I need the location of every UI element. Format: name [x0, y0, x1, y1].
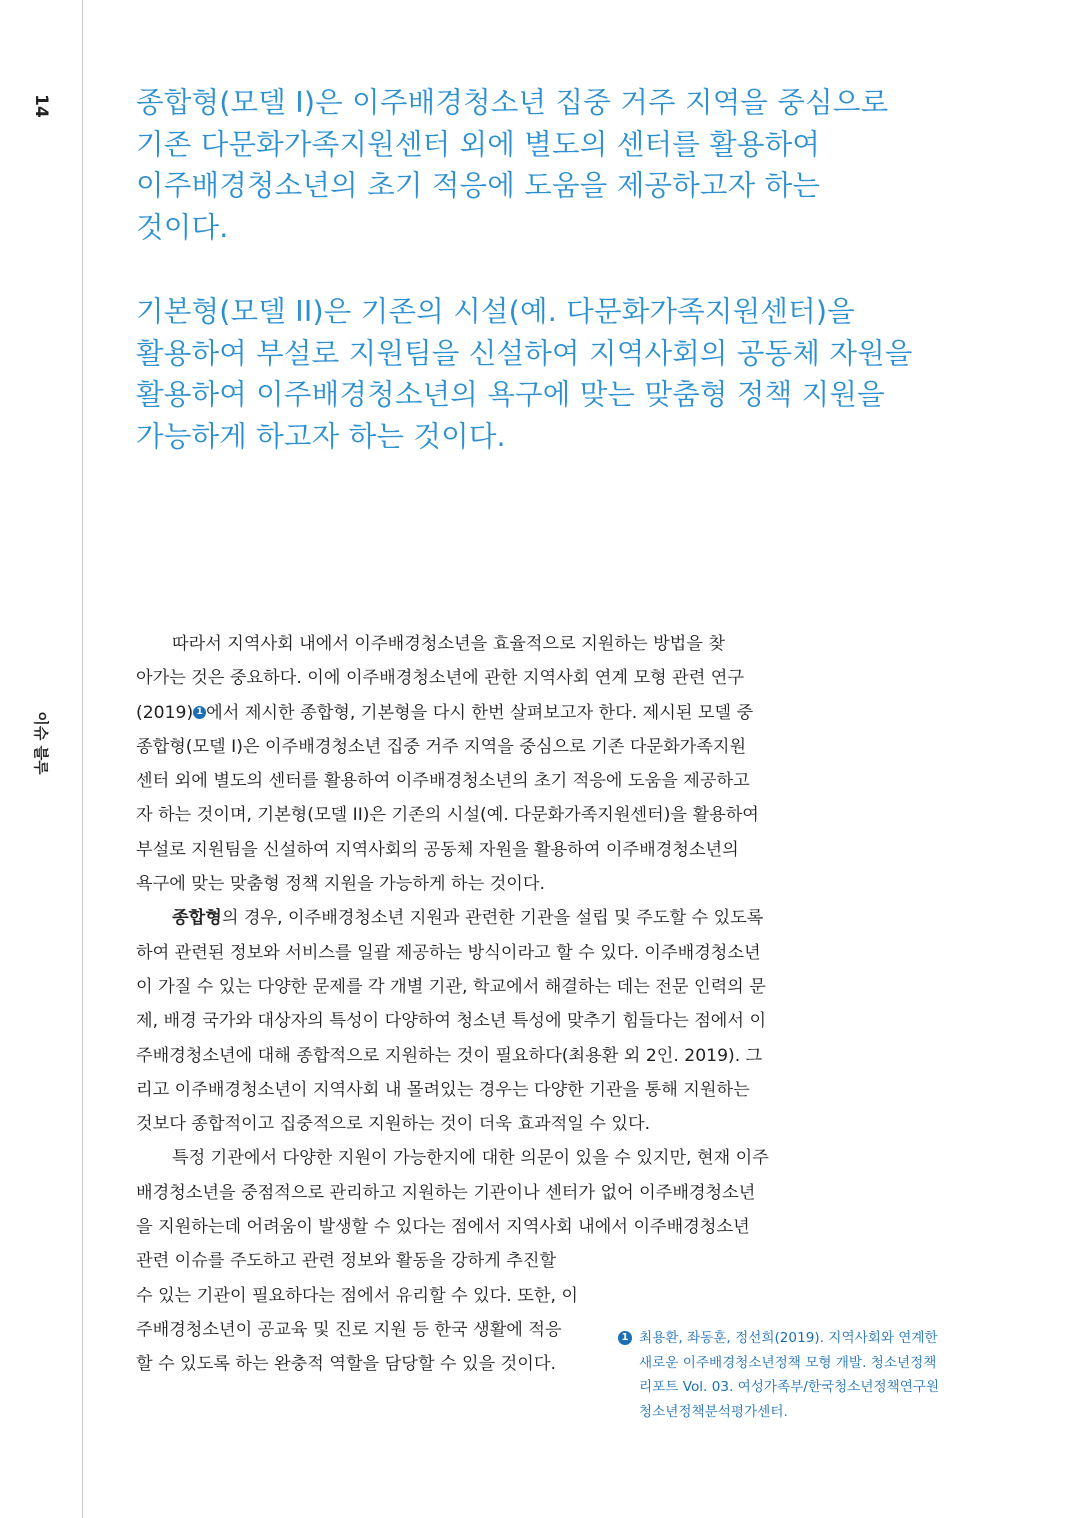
body-line: 따라서 지역사회 내에서 이주배경청소년을 효율적으로 지원하는 방법을 찾 — [172, 634, 725, 654]
pullquote-line: 것이다. — [136, 211, 229, 245]
bold-term: 종합형 — [172, 908, 222, 929]
body-line: 센터 외에 별도의 센터를 활용하여 이주배경청소년의 초기 적응에 도움을 제공하고 — [136, 771, 750, 792]
body-line: 하여 관련된 정보와 서비스를 일괄 제공하는 방식이라고 할 수 있다. 이주배경청소년 — [136, 942, 761, 963]
pullquote-line: 가능하게 하고자 하는 것이다. — [136, 420, 506, 454]
body-line: 관련 이슈를 주도하고 관련 정보와 활동을 강하게 추진할 — [136, 1251, 557, 1272]
citation-year: (2019) — [136, 702, 194, 723]
page-number: 14 — [31, 94, 51, 118]
body-line: 것보다 종합적이고 집중적으로 지원하는 것이 더욱 효과적일 수 있다. — [136, 1114, 651, 1135]
body-line: 수 있는 기관이 필요하다는 점에서 유리할 수 있다. 또한, 이 — [136, 1285, 578, 1306]
body-line: 아가는 것은 중요하다. 이에 이주배경청소년에 관한 지역사회 연계 모형 관련 연구 — [136, 668, 745, 689]
pullquote-line: 기존 다문화가족지원센터 외에 별도의 센터를 활용하여 — [136, 127, 821, 161]
pullquote-line: 이주배경청소년의 초기 적응에 도움을 제공하고자 하는 — [136, 169, 821, 203]
section-label: 이슈 블루 — [32, 711, 50, 775]
footnote-line: 청소년정책분석평가센터. — [639, 1403, 788, 1420]
footnote-line: 새로운 이주배경청소년정책 모형 개발. 청소년정책 — [639, 1354, 937, 1371]
footnote-reference[interactable]: 1 — [193, 706, 206, 719]
footnote — [618, 1326, 948, 1424]
pullquote-model-1 — [136, 82, 1016, 249]
pullquote-model-2 — [136, 291, 1016, 458]
pullquote-line: 활용하여 이주배경청소년의 욕구에 맞는 맞춤형 정책 지원을 — [136, 378, 885, 412]
body-line: 주배경청소년이 공교육 및 진로 지원 등 한국 생활에 적응 — [136, 1319, 562, 1340]
body-line: 주배경청소년에 대해 종합적으로 지원하는 것이 필요하다(최용환 외 2인. 2019). 그 — [136, 1045, 763, 1066]
footnote-line: 리포트 Vol. 03. 여성가족부/한국청소년정책연구원 — [639, 1379, 940, 1396]
footnote-marker: 1 — [618, 1331, 632, 1345]
pullquote-line: 기본형(모델 II)은 기존의 시설(예. 다문화가족지원센터)을 — [136, 295, 855, 328]
footnote-line: 최용환, 좌동훈, 정선희(2019). 지역사회와 연계한 — [639, 1330, 938, 1346]
body-text — [136, 627, 781, 1382]
body-line: 배경청소년을 중점적으로 관리하고 지원하는 기관이나 센터가 없어 이주배경청소년 — [136, 1182, 756, 1203]
body-line: 리고 이주배경청소년이 지역사회 내 몰려있는 경우는 다양한 기관을 통해 지원하는 — [136, 1079, 750, 1100]
body-line: 이 가질 수 있는 다양한 문제를 각 개별 기관, 학교에서 해결하는 데는 전문 인력의 문 — [136, 976, 766, 997]
body-line: 할 수 있도록 하는 완충적 역할을 담당할 수 있을 것이다. — [136, 1354, 556, 1375]
pullquote-line: 종합형(모델 I)은 이주배경청소년 집중 거주 지역을 중심으로 — [136, 86, 889, 119]
body-line-text: 에서 제시한 종합형, 기본형을 다시 한번 살펴보고자 한다. 제시된 모델 중 — [206, 702, 754, 723]
body-line — [136, 696, 781, 730]
pullquote-line: 활용하여 부설로 지원팀을 신설하여 지역사회의 공동체 자원을 — [136, 336, 913, 370]
body-line-text: 의 경우, 이주배경청소년 지원과 관련한 기관을 설립 및 주도할 수 있도록 — [221, 908, 764, 929]
body-line: 자 하는 것이며, 기본형(모델 II)은 기존의 시설(예. 다문화가족지원센터)을 활용하여 — [136, 805, 759, 826]
body-line: 종합형(모델 I)은 이주배경청소년 집중 거주 지역을 중심으로 기존 다문화가족지원 — [136, 736, 747, 757]
margin-rule — [82, 0, 83, 1518]
body-line — [136, 901, 781, 935]
body-line: 을 지원하는데 어려움이 발생할 수 있다는 점에서 지역사회 내에서 이주배경청소년 — [136, 1217, 750, 1238]
body-line: 특정 기관에서 다양한 지원이 가능한지에 대한 의문이 있을 수 있지만, 현재 이주 — [172, 1148, 769, 1169]
body-line: 욕구에 맞는 맞춤형 정책 지원을 가능하게 하는 것이다. — [136, 874, 545, 895]
body-line: 제, 배경 국가와 대상자의 특성이 다양하여 청소년 특성에 맞추기 힘들다는 점에서 이 — [136, 1011, 767, 1032]
body-line: 부설로 지원팀을 신설하여 지역사회의 공동체 자원을 활용하여 이주배경청소년의 — [136, 839, 739, 860]
